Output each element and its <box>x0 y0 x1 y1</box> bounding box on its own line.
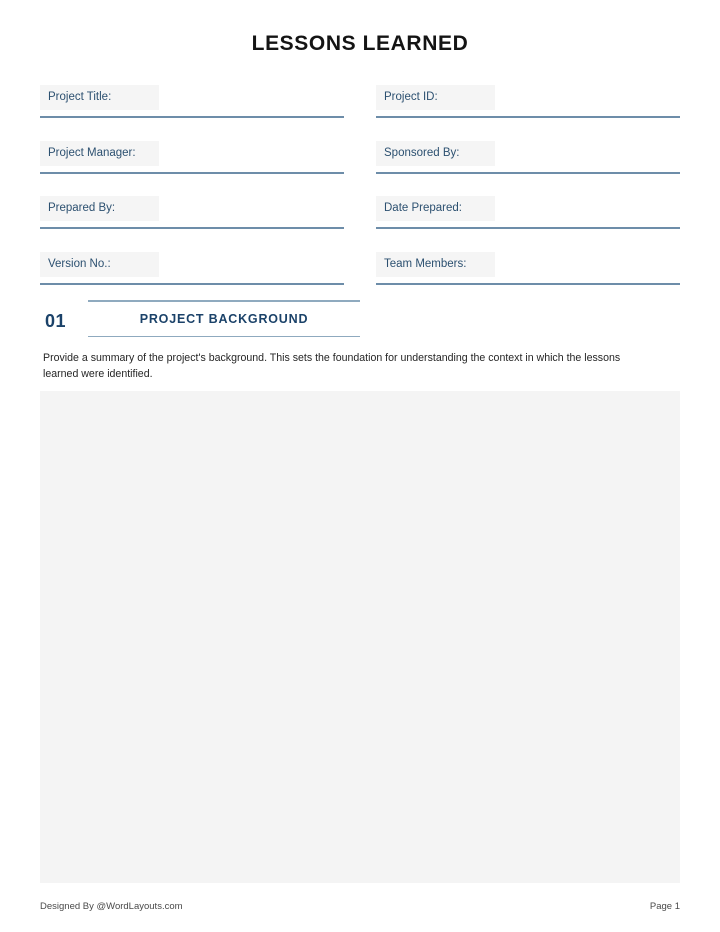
field-underline <box>40 116 344 118</box>
footer-page-number: Page 1 <box>649 901 680 912</box>
page-title: LESSONS LEARNED <box>251 32 469 55</box>
input-project-id[interactable] <box>495 85 680 110</box>
section-rule-bottom <box>88 336 360 338</box>
project-background-textarea[interactable] <box>40 391 680 883</box>
field-underline <box>376 227 680 229</box>
field-project-id <box>376 85 680 118</box>
section-title: PROJECT BACKGROUND <box>139 311 309 326</box>
field-prepared-by <box>40 196 344 229</box>
input-version-no[interactable] <box>159 252 344 277</box>
input-team-members[interactable] <box>495 252 680 277</box>
form-row <box>40 85 680 118</box>
field-project-title <box>40 85 344 118</box>
form-row <box>40 252 680 285</box>
field-version-no <box>40 252 344 285</box>
field-label-project-id: Project ID: <box>376 85 495 110</box>
field-label-sponsored-by: Sponsored By: <box>376 141 495 166</box>
section-header-01 <box>40 300 680 342</box>
section-number: 01 <box>45 311 67 331</box>
field-label-date-prepared: Date Prepared: <box>376 196 495 221</box>
field-team-members <box>376 252 680 285</box>
footer-credit: Designed By @WordLayouts.com <box>40 901 183 912</box>
field-project-manager <box>40 141 344 174</box>
field-label-version-no: Version No.: <box>40 252 159 277</box>
project-info-form <box>40 85 680 307</box>
field-underline <box>376 172 680 174</box>
input-project-manager[interactable] <box>159 141 344 166</box>
form-row <box>40 141 680 174</box>
input-project-title[interactable] <box>159 85 344 110</box>
field-date-prepared <box>376 196 680 229</box>
field-underline <box>40 283 344 285</box>
input-prepared-by[interactable] <box>159 196 344 221</box>
field-underline <box>376 116 680 118</box>
field-label-project-title: Project Title: <box>40 85 159 110</box>
section-title-block <box>88 300 360 337</box>
input-sponsored-by[interactable] <box>495 141 680 166</box>
field-underline <box>376 283 680 285</box>
field-label-project-manager: Project Manager: <box>40 141 159 166</box>
field-underline <box>40 172 344 174</box>
section-description: Provide a summary of the project's background. This sets the foundation for understanding the context in which the lessons learned were identified. <box>43 352 621 380</box>
field-label-team-members: Team Members: <box>376 252 495 277</box>
input-date-prepared[interactable] <box>495 196 680 221</box>
field-sponsored-by <box>376 141 680 174</box>
field-underline <box>40 227 344 229</box>
form-row <box>40 196 680 229</box>
page-footer <box>40 901 680 912</box>
field-label-prepared-by: Prepared By: <box>40 196 159 221</box>
